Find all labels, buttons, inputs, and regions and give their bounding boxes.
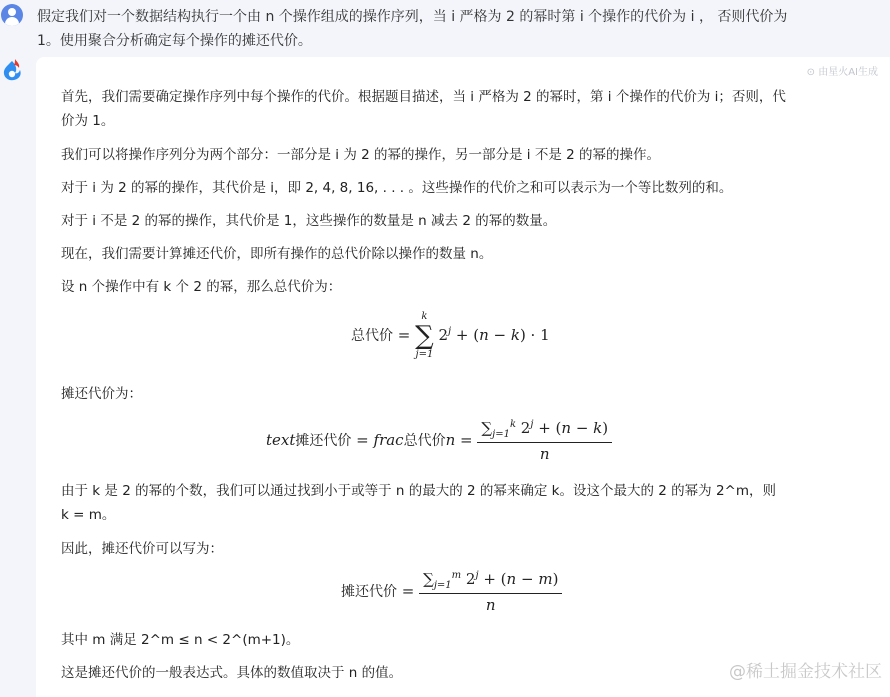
paragraph: 因此，摊还代价可以写为： <box>61 541 223 557</box>
answer-card <box>36 57 890 697</box>
paragraph: 摊还代价为： <box>61 386 142 402</box>
equation-amortized-final: 摊还代价 = $\frac{\sum_{j=1}^m 2^j + (n - m)}{n}$ <box>341 570 562 614</box>
user-avatar-icon <box>1 4 23 26</box>
paragraph: 设 n 个操作中有 k 个 2 的幂，那么总代价为： <box>61 279 342 295</box>
question-text <box>37 5 837 53</box>
paragraph: 我们可以将操作序列分为两个部分：一部分是 i 为 2 的幂的操作，另一部分是 i 不是 2 的幂的操作。 <box>61 147 661 163</box>
paragraph: 对于 i 为 2 的幂的操作，其代价是 i，即 2, 4, 8, 16, . . . 。这些操作的代价之和可以表示为一个等比数列的和。 <box>61 180 733 196</box>
equation-total-cost: 总代价 = k ∑ j=1 $2^j + (n - k) \cdot 1$ <box>351 311 550 360</box>
equation-amortized-raw: text摊还代价 = frac总代价n = $\frac{\sum_{j=1}^k 2^j + (n - k)}{n}$ <box>266 419 612 463</box>
paragraph: 价为 1。 <box>61 113 115 129</box>
paragraph: 由于 k 是 2 的幂的个数，我们可以通过找到小于或等于 n 的最大的 2 的幂来确定 k。设这个最大的 2 的幂为 2^m，则 <box>61 483 777 499</box>
watermark: @稀土掘金技术社区 <box>729 662 882 682</box>
paragraph: 这是摊还代价的一般表达式。具体的数值取决于 n 的值。 <box>61 665 403 681</box>
question-line-1: 假定我们对一个数据结构执行一个由 n 个操作组成的操作序列，当 i 严格为 2 的幂时第 i 个操作的代价为 i ， 否则代价为 <box>37 9 788 25</box>
paragraph: k = m。 <box>61 507 116 523</box>
paragraph: 现在，我们需要计算摊还代价，即所有操作的总代价除以操作的数量 n。 <box>61 246 493 262</box>
paragraph: 首先，我们需要确定操作序列中每个操作的代价。根据题目描述，当 i 严格为 2 的幂时，第 i 个操作的代价为 i；否则，代 <box>61 89 786 105</box>
user-message <box>0 0 890 58</box>
question-line-2: 1。使用聚合分析确定每个操作的摊还代价。 <box>37 33 312 49</box>
spark-flame-icon <box>0 58 24 82</box>
paragraph: 对于 i 不是 2 的幂的操作，其代价是 1，这些操作的数量是 n 减去 2 的幂的数量。 <box>61 213 557 229</box>
ai-generated-tag: ⊙ 由星火AI生成 <box>806 67 878 78</box>
paragraph: 其中 m 满足 2^m ≤ n < 2^(m+1)。 <box>61 632 300 648</box>
